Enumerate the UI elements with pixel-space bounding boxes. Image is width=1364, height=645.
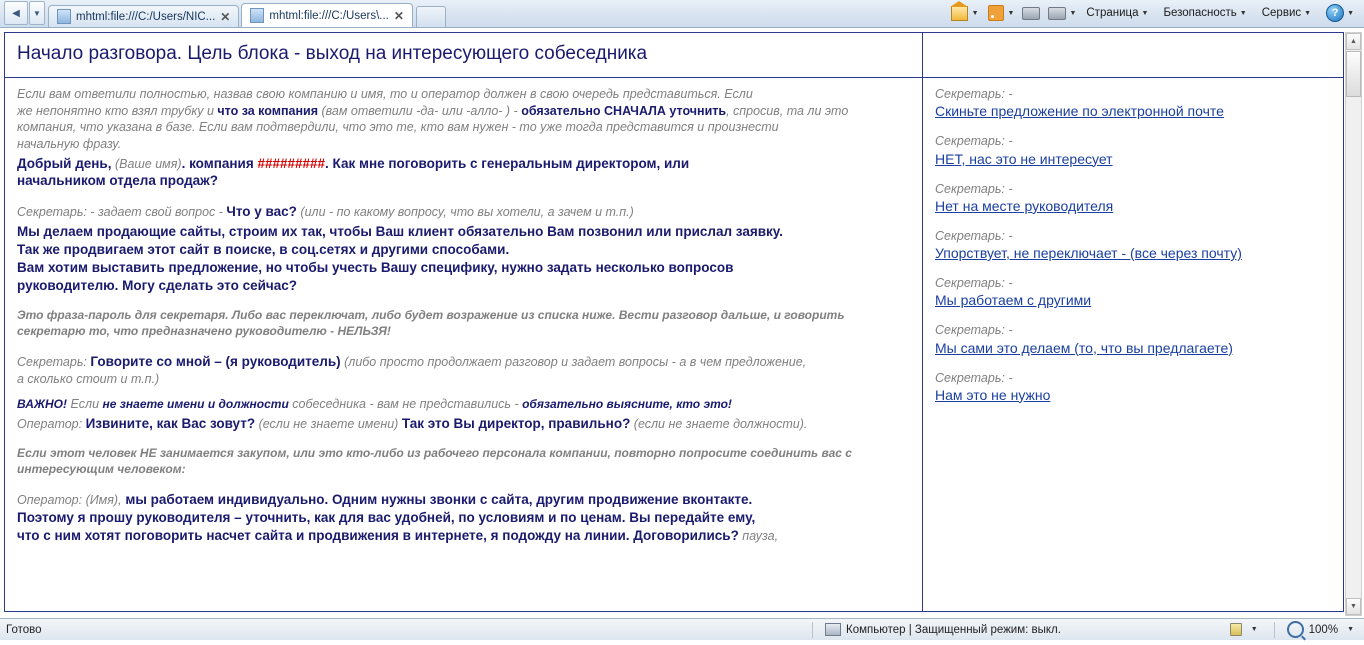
page-icon	[250, 8, 264, 23]
security-zone[interactable]	[819, 623, 1067, 636]
browser-tab-1-label: mhtml:file:///C:/Users/NIC...	[76, 10, 216, 23]
password-note	[17, 308, 908, 340]
important-bold-3: обязательно выясните, кто это!	[522, 396, 732, 411]
status-text: Готово	[6, 623, 42, 636]
secretary-question-tail: (или - по какому вопросу, что вы хотели, а зачем и т.п.)	[296, 205, 634, 220]
spacer	[17, 342, 908, 353]
intro-line-3: компания, что указана в базе. Если вам подтвердили, что это те, кто вам нужен - то уже тогда представится и произнести	[17, 120, 779, 135]
scroll-up-button[interactable]: ▲	[1346, 33, 1361, 50]
pitch-line-3: Вам хотим выставить предложение, но чтобы учесть Вашу специфику, нужно задать несколько вопросов	[17, 260, 734, 276]
title-right-empty-cell	[923, 33, 1343, 77]
spacer	[17, 297, 908, 308]
intro-line-2d: обязательно СНАЧАЛА уточнить	[521, 103, 727, 118]
rss-icon	[988, 5, 1004, 21]
objection-label: Секретарь: -	[935, 228, 1013, 243]
intro-line-2e: , спросив, та ли это	[726, 103, 849, 118]
printer-icon	[1048, 7, 1066, 20]
list-item	[935, 228, 1333, 261]
browser-tab-2-label: mhtml:file:///C:/Users\...	[269, 9, 389, 22]
chevron-down-icon[interactable]: ▼	[1069, 9, 1077, 17]
greeting-bold-1: Добрый день,	[17, 155, 112, 171]
operator-bold-1: Извините, как Вас зовут?	[85, 415, 256, 431]
closing-line-2: Поэтому я прошу руководителя – уточнить, как для вас удобней, по условиям и по ценам. Вы передайте ему,	[17, 509, 756, 525]
browser-toolbar	[948, 2, 1362, 27]
closing-line-3: что с ним хотят поговорить насчет сайта и продвижения в интернете, я подожду на линии. Договорились?	[17, 527, 739, 543]
reconnect-line-2: интересующим человеком:	[17, 461, 186, 476]
objection-links-column	[923, 78, 1343, 611]
operator-label: Оператор:	[17, 416, 86, 431]
scroll-down-button[interactable]: ▼	[1346, 598, 1361, 615]
objection-link-not-needed[interactable]: Нам это не нужно	[935, 386, 1051, 403]
pitch-line-2: Так же продвигаем этот сайт в поиске, в соц.сетях и другими способами.	[17, 242, 510, 258]
spacer	[17, 480, 908, 491]
page-title: Начало разговора. Цель блока - выход на интересующего собеседника	[5, 33, 923, 77]
greeting-paragraph	[17, 155, 908, 191]
greeting-italic-1: (Ваше имя)	[111, 156, 182, 171]
objection-label: Секретарь: -	[935, 323, 1013, 338]
objection-link-manager-absent[interactable]: Нет на месте руководителя	[935, 197, 1114, 214]
lock-indicator	[1224, 623, 1268, 636]
director-objection	[17, 353, 908, 388]
zoom-icon	[1287, 621, 1304, 638]
director-objection-bold: Говорите со мной – (я руководитель)	[90, 354, 341, 370]
pitch-line-1: Мы делаем продающие сайты, строим их так, чтобы Ваш клиент обязательно Вам позвонил или прислал заявку.	[17, 224, 783, 240]
browser-tab-1[interactable]	[48, 5, 239, 27]
important-text-1: Если	[67, 396, 103, 411]
secretary-question-bold: Что у вас?	[226, 204, 297, 220]
greeting-bold-3: . Как мне поговорить с генеральным директором, или	[325, 155, 690, 171]
lock-icon	[1230, 623, 1242, 636]
chevron-down-icon[interactable]: ▼	[1007, 9, 1015, 17]
divider	[1274, 622, 1275, 638]
computer-icon	[825, 623, 841, 636]
zoom-level: 100%	[1308, 623, 1339, 636]
objection-link-work-with-others[interactable]: Мы работаем с другими	[935, 292, 1092, 309]
closing-label: Оператор: (Имя),	[17, 492, 122, 507]
scrollbar-thumb[interactable]	[1346, 51, 1361, 97]
greeting-bold-4: начальником отдела продаж?	[17, 173, 219, 189]
important-label: ВАЖНО!	[17, 396, 67, 411]
reconnect-note	[17, 446, 908, 478]
list-item	[935, 322, 1333, 355]
menu-page[interactable]	[1081, 5, 1156, 21]
operator-italic-2: (если не знаете должности).	[630, 416, 808, 431]
print-button[interactable]	[1045, 3, 1079, 24]
menu-security-label: Безопасность	[1163, 7, 1237, 19]
list-item	[935, 133, 1333, 166]
pitch-line-4: руководителю. Могу сделать это сейчас?	[17, 278, 298, 294]
mail-icon	[1022, 7, 1040, 20]
divider	[812, 622, 813, 638]
script-left-column	[5, 78, 923, 611]
back-button[interactable]	[4, 1, 28, 25]
status-bar	[0, 618, 1364, 640]
back-arrow-icon: ◀	[12, 7, 20, 19]
list-item	[935, 86, 1333, 119]
chevron-down-icon: ▼	[1347, 9, 1354, 17]
chevron-down-icon[interactable]: ▼	[1347, 626, 1354, 633]
intro-line-2a: же непонятно кто взял трубку и	[17, 103, 218, 118]
password-note-line-2: секретарю то, что предназначено руководителю - НЕЛЬЗЯ!	[17, 324, 391, 339]
chevron-down-icon[interactable]: ▼	[1250, 626, 1258, 633]
director-objection-tail-1: (либо просто продолжает разговор и задает вопросы - а в чем предложение,	[340, 355, 807, 370]
closing-line-1: мы работаем индивидуально. Одним нужны звонки с сайта, другим продвижение вконтакте.	[121, 491, 753, 507]
operator-italic-1: (если не знаете имени)	[255, 416, 402, 431]
director-objection-tail-2: а сколько стоит и т.п.)	[17, 372, 160, 387]
help-icon: ?	[1326, 4, 1344, 22]
secretary-question	[17, 203, 908, 221]
closing-line-3-tail: пауза,	[738, 528, 779, 543]
home-button[interactable]	[948, 3, 982, 24]
objection-link-not-interested[interactable]: НЕТ, нас это не интересует	[935, 150, 1113, 167]
secretary-question-label: Секретарь: - задает свой вопрос -	[17, 205, 227, 220]
list-item	[935, 370, 1333, 403]
chevron-down-icon: ▼	[1239, 9, 1247, 17]
body-row	[5, 78, 1343, 611]
chevron-down-icon: ▼	[1141, 9, 1149, 17]
director-objection-label: Секретарь:	[17, 355, 91, 370]
objection-label: Секретарь: -	[935, 370, 1013, 385]
important-note	[17, 396, 908, 413]
operator-bold-2: Так это Вы директор, правильно?	[401, 415, 631, 431]
intro-line-2c: (вам ответили -да- или -алло- ) -	[318, 103, 522, 118]
objection-label: Секретарь: -	[935, 134, 1013, 149]
close-icon[interactable]: ✕	[220, 9, 231, 24]
pitch-paragraph	[17, 223, 908, 295]
important-text-2: собеседника - вам не представились -	[288, 396, 523, 411]
intro-line-1: Если вам ответили полностью, назвав свою компанию и имя, то и оператор должен в свою очередь представиться. Если	[17, 87, 753, 101]
reconnect-line-1: Если этот человек НЕ занимается закупом, или это кто-либо из рабочего персонала компании, повторно попросите соединить вас с	[17, 445, 852, 460]
objection-label: Секретарь: -	[935, 181, 1013, 196]
menu-security[interactable]	[1158, 5, 1254, 21]
zoom-control[interactable]	[1281, 621, 1364, 638]
title-row	[5, 33, 1343, 78]
home-icon	[951, 6, 968, 21]
menu-help[interactable]	[1321, 2, 1362, 24]
operator-line	[17, 415, 908, 433]
chevron-down-icon[interactable]: ▼	[971, 9, 979, 17]
objection-label: Секретарь: -	[935, 87, 1013, 101]
intro-line-2b: что за компания	[217, 103, 319, 118]
menu-page-label: Страница	[1086, 7, 1139, 19]
page-icon	[57, 9, 71, 24]
read-mail-button[interactable]	[1019, 3, 1043, 24]
greeting-bold-2: . компания	[181, 155, 258, 171]
password-note-line-1: Это фраза-пароль для секретаря. Либо вас переключат, либо будет возражение из списка ниже. Вести разговор дальше, и говорить	[17, 308, 845, 323]
feeds-button[interactable]	[984, 3, 1018, 24]
important-bold-2: не знаете имени и должности	[102, 396, 289, 411]
new-tab-button[interactable]	[416, 6, 446, 27]
menu-tools-label: Сервис	[1261, 7, 1302, 19]
objection-link-persistent[interactable]: Упорствует, не переключает - (все через почту)	[935, 245, 1242, 261]
list-item	[935, 275, 1333, 308]
company-placeholder: #########	[257, 155, 326, 171]
objection-label: Секретарь: -	[935, 276, 1013, 290]
menu-tools[interactable]	[1257, 5, 1319, 21]
document-area	[0, 28, 1364, 618]
intro-paragraph	[17, 86, 908, 153]
spacer	[17, 435, 908, 446]
spacer	[17, 192, 908, 203]
page-scrollbar[interactable]	[1345, 32, 1362, 616]
security-zone-label: Компьютер | Защищенный режим: выкл.	[846, 623, 1061, 636]
close-icon[interactable]: ✕	[393, 8, 404, 23]
tab-list-dropdown[interactable]: ▼	[29, 1, 45, 25]
chevron-down-icon: ▼	[1304, 9, 1312, 17]
browser-tabstrip	[0, 0, 1364, 28]
list-item	[935, 181, 1333, 214]
browser-tab-2[interactable]	[241, 3, 413, 27]
objection-link-email-offer[interactable]: Скиньте предложение по электронной почте	[935, 103, 1224, 120]
intro-line-4: начальную фразу.	[17, 136, 122, 151]
closing-paragraph	[17, 491, 908, 545]
status-bar-right	[1224, 621, 1364, 638]
script-table	[4, 32, 1344, 612]
objection-link-we-do-it-ourselves[interactable]: Мы сами это делаем (то, что вы предлагаете)	[935, 339, 1233, 356]
